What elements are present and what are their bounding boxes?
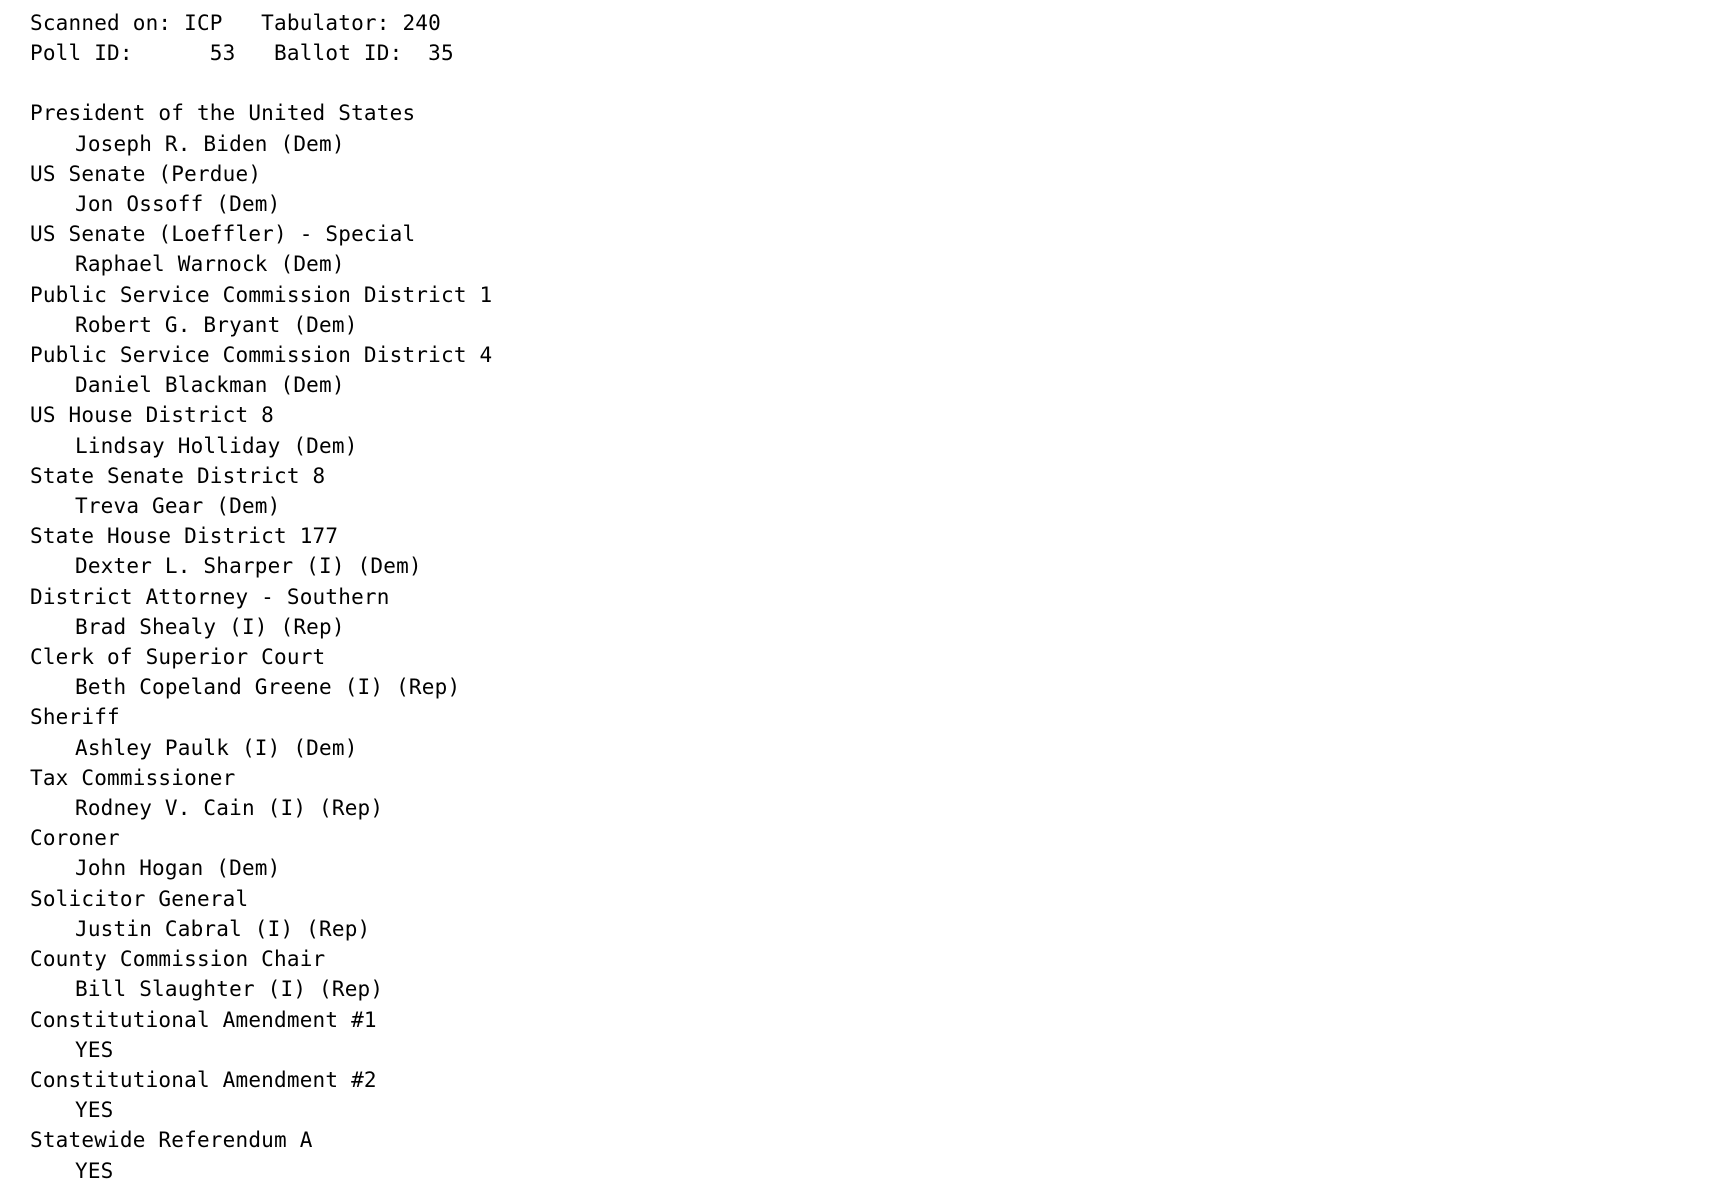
contest-row	[30, 884, 1728, 944]
contest-title: State House District 177	[30, 524, 339, 549]
contest-row	[30, 763, 1728, 823]
contest-selection: Lindsay Holliday (Dem)	[75, 433, 358, 458]
contest-row	[30, 642, 1728, 702]
contest-title: Clerk of Superior Court	[30, 645, 326, 670]
contest-row	[30, 521, 1728, 581]
contest-title: Tax Commissioner	[30, 765, 236, 790]
contest-title: Public Service Commission District 4	[30, 343, 493, 368]
contest-row	[30, 1125, 1728, 1185]
contest-row	[30, 98, 1728, 158]
contest-row	[30, 340, 1728, 400]
contest-selection: Raphael Warnock (Dem)	[75, 252, 345, 277]
poll-ballot-id-line: Poll ID: 53 Ballot ID: 35	[30, 41, 454, 66]
contest-row	[30, 280, 1728, 340]
contest-title: US Senate (Loeffler) - Special	[30, 222, 416, 247]
contest-title: US Senate (Perdue)	[30, 161, 262, 186]
contest-selection: Treva Gear (Dem)	[75, 494, 281, 519]
contest-selection: Beth Copeland Greene (I) (Rep)	[75, 675, 461, 700]
contest-selection: Rodney V. Cain (I) (Rep)	[75, 796, 384, 821]
contest-title: Constitutional Amendment #2	[30, 1067, 377, 1092]
contest-title: County Commission Chair	[30, 947, 326, 972]
contest-title: Statewide Referendum A	[30, 1128, 313, 1153]
contest-row	[30, 944, 1728, 1004]
contest-row	[30, 702, 1728, 762]
contest-title: Sheriff	[30, 705, 120, 730]
contest-list	[30, 98, 1728, 1185]
contest-row	[30, 1005, 1728, 1065]
header-spacer	[30, 68, 1728, 98]
contest-title: Solicitor General	[30, 886, 249, 911]
contest-row	[30, 159, 1728, 219]
scanned-on-line: Scanned on: ICP Tabulator: 240	[30, 11, 441, 35]
contest-selection: Daniel Blackman (Dem)	[75, 373, 345, 398]
contest-selection: YES	[75, 1098, 114, 1123]
contest-row	[30, 400, 1728, 460]
contest-title: President of the United States	[30, 101, 416, 126]
contest-selection: Brad Shealy (I) (Rep)	[75, 614, 345, 639]
contest-title: Constitutional Amendment #1	[30, 1007, 377, 1032]
contest-title: District Attorney - Southern	[30, 584, 390, 609]
contest-row	[30, 1065, 1728, 1125]
contest-row	[30, 823, 1728, 883]
contest-title: US House District 8	[30, 403, 275, 428]
contest-row	[30, 219, 1728, 279]
contest-selection: YES	[75, 1037, 114, 1062]
contest-selection: Dexter L. Sharper (I) (Dem)	[75, 554, 422, 579]
contest-selection: Justin Cabral (I) (Rep)	[75, 916, 371, 941]
contest-selection: Bill Slaughter (I) (Rep)	[75, 977, 384, 1002]
contest-selection: Jon Ossoff (Dem)	[75, 192, 281, 217]
contest-title: State Senate District 8	[30, 463, 326, 488]
contest-row	[30, 582, 1728, 642]
ballot-header	[30, 8, 1728, 68]
contest-title: Coroner	[30, 826, 120, 851]
contest-selection: John Hogan (Dem)	[75, 856, 281, 881]
contest-title: Public Service Commission District 1	[30, 282, 493, 307]
contest-selection: Robert G. Bryant (Dem)	[75, 312, 358, 337]
contest-row	[30, 461, 1728, 521]
contest-selection: Joseph R. Biden (Dem)	[75, 131, 345, 156]
contest-selection: Ashley Paulk (I) (Dem)	[75, 735, 358, 760]
contest-selection: YES	[75, 1158, 114, 1183]
